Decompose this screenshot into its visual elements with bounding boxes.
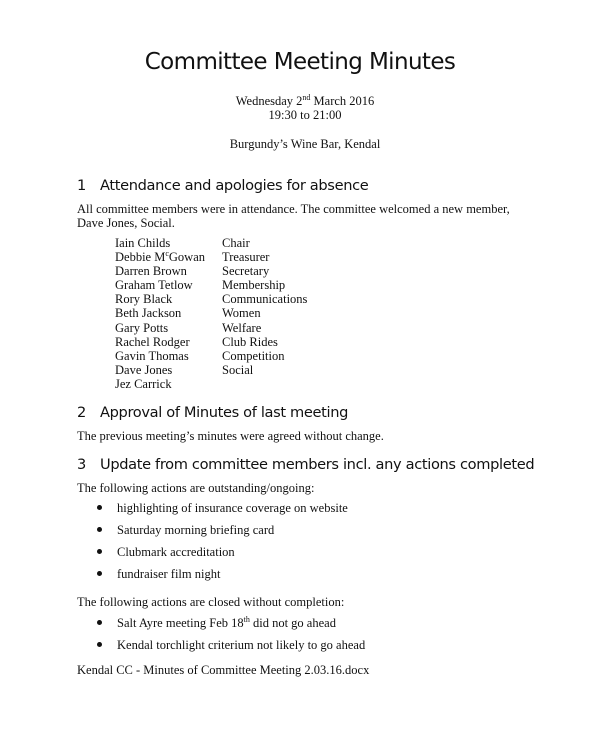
bullet-icon	[97, 549, 102, 554]
action-text-ordinal: th	[243, 615, 250, 624]
attendance-list	[115, 236, 307, 391]
attendance-intro-line-1: All committee members were in attendance. The committee welcomed a new member,	[77, 202, 510, 216]
member-row	[115, 264, 307, 278]
list-item	[95, 523, 348, 545]
member-row	[115, 349, 307, 363]
member-row	[115, 377, 307, 391]
list-item	[95, 638, 365, 660]
action-text-suffix: did not go ahead	[249, 616, 336, 630]
action-text: highlighting of insurance coverage on website	[117, 501, 348, 515]
member-name-suffix: Gowan	[168, 250, 206, 265]
member-role: Chair	[222, 236, 250, 250]
outstanding-actions-list	[95, 501, 348, 589]
attendance-intro	[77, 202, 537, 230]
member-name: Gary Potts	[115, 320, 169, 335]
member-role: Communications	[222, 292, 308, 307]
member-name: Jez Carrick	[115, 376, 172, 391]
section-2-heading	[77, 404, 348, 421]
approval-text: The previous meeting’s minutes were agreed without change.	[77, 429, 384, 443]
bullet-icon	[97, 505, 102, 510]
member-role: Treasurer	[222, 250, 270, 265]
section-title: Update from committee members incl. any actions completed	[100, 456, 535, 473]
member-role: Social	[222, 362, 254, 377]
action-text: Kendal torchlight criterium not likely to go ahead	[117, 638, 366, 652]
closed-intro: The following actions are closed without completion:	[77, 595, 345, 609]
member-role: Women	[222, 306, 261, 321]
meeting-venue: Burgundy’s Wine Bar, Kendal	[229, 137, 381, 151]
list-item	[95, 616, 365, 638]
section-title: Attendance and apologies for absence	[100, 177, 369, 194]
member-role: Membership	[222, 278, 286, 293]
section-title: Approval of Minutes of last meeting	[100, 404, 349, 421]
section-3-heading	[77, 456, 534, 473]
member-name: Dave Jones	[115, 362, 173, 377]
bullet-icon	[97, 571, 102, 576]
action-text: Saturday morning briefing card	[117, 523, 275, 537]
member-role: Secretary	[222, 264, 270, 279]
meeting-date	[0, 94, 600, 109]
action-text: Salt Ayre meeting Feb 18	[117, 616, 244, 630]
member-row	[115, 363, 307, 377]
member-name: Iain Childs	[115, 236, 171, 250]
member-row	[115, 278, 307, 292]
meeting-time: 19:30 to 21:00	[268, 108, 342, 122]
member-role: Club Rides	[222, 334, 278, 349]
action-text: fundraiser film night	[117, 567, 221, 581]
member-name: Beth Jackson	[115, 306, 182, 321]
section-number: 1	[77, 177, 86, 194]
member-name-prefix: Debbie M	[115, 250, 166, 265]
section-1-heading	[77, 177, 368, 194]
document-title: Committee Meeting Minutes	[144, 49, 456, 75]
member-name: Darren Brown	[115, 264, 187, 279]
outstanding-intro: The following actions are outstanding/ongoing:	[77, 481, 315, 495]
member-name-sup: c	[165, 249, 169, 259]
attendance-intro-line-2: Dave Jones, Social.	[77, 216, 175, 230]
date-ordinal: nd	[302, 93, 311, 102]
member-role: Welfare	[222, 320, 262, 335]
member-row	[115, 292, 307, 306]
footer-filename: Kendal CC - Minutes of Committee Meeting 2.03.16.docx	[77, 663, 370, 677]
section-number: 2	[77, 404, 86, 421]
date-text: Wednesday 2	[235, 94, 303, 108]
member-name	[115, 250, 222, 264]
closed-actions-list	[95, 616, 365, 660]
member-row	[115, 250, 307, 264]
bullet-icon	[97, 642, 102, 647]
list-item	[95, 501, 348, 523]
list-item	[95, 567, 348, 589]
bullet-icon	[97, 527, 102, 532]
bullet-icon	[97, 620, 102, 625]
member-row	[115, 321, 307, 335]
member-name: Rory Black	[115, 292, 173, 307]
member-name: Gavin Thomas	[115, 348, 189, 363]
date-month-year: March 2016	[310, 94, 375, 108]
member-row	[115, 236, 307, 250]
member-name: Rachel Rodger	[115, 334, 190, 349]
member-name: Graham Tetlow	[115, 278, 193, 293]
member-row	[115, 335, 307, 349]
list-item	[95, 545, 348, 567]
action-text: Clubmark accreditation	[117, 545, 235, 559]
member-role: Competition	[222, 348, 285, 363]
member-row	[115, 306, 307, 320]
section-number: 3	[77, 456, 86, 473]
